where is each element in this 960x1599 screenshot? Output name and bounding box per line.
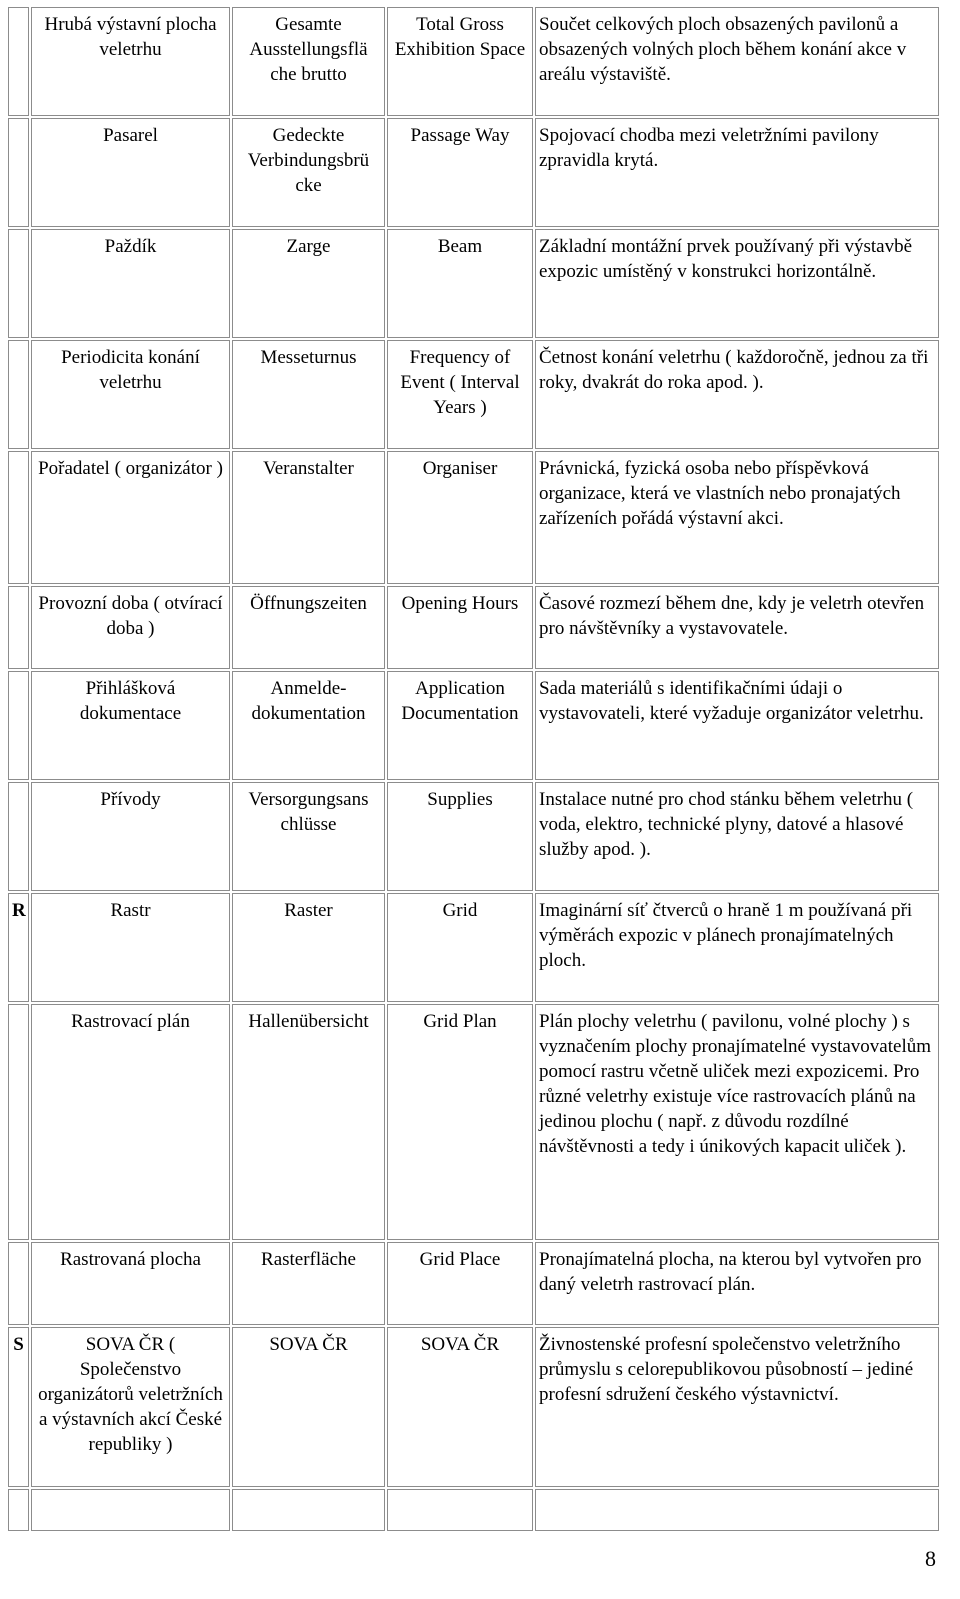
term-czech: Přívody bbox=[31, 782, 230, 891]
row-letter: S bbox=[8, 1327, 29, 1487]
term-german: Gesamte Ausstellungsflä che brutto bbox=[232, 7, 385, 116]
row-letter bbox=[8, 451, 29, 584]
term-definition: Četnost konání veletrhu ( každoročně, jednou za tři roky, dvakrát do roka apod. ). bbox=[535, 340, 939, 449]
term-english: Grid Plan bbox=[387, 1004, 533, 1240]
table-row bbox=[8, 1004, 939, 1240]
term-english: Opening Hours bbox=[387, 586, 533, 669]
term-definition: Instalace nutné pro chod stánku během veletrhu ( voda, elektro, technické plyny, datové a hlasové služby apod. ). bbox=[535, 782, 939, 891]
term-english: Passage Way bbox=[387, 118, 533, 227]
term-english: Total Gross Exhibition Space bbox=[387, 7, 533, 116]
table-row bbox=[8, 1242, 939, 1325]
term-german: Öffnungszeiten bbox=[232, 586, 385, 669]
glossary-table bbox=[6, 5, 941, 1533]
table-row bbox=[8, 893, 939, 1002]
row-letter bbox=[8, 671, 29, 780]
term-czech: Pořadatel ( organizátor ) bbox=[31, 451, 230, 584]
term-definition bbox=[535, 1489, 939, 1531]
term-german: Raster bbox=[232, 893, 385, 1002]
term-german: Anmelde-dokumentation bbox=[232, 671, 385, 780]
row-letter bbox=[8, 340, 29, 449]
term-german: Veranstalter bbox=[232, 451, 385, 584]
term-definition: Pronajímatelná plocha, na kterou byl vytvořen pro daný veletrh rastrovací plán. bbox=[535, 1242, 939, 1325]
table-row bbox=[8, 451, 939, 584]
term-english: Application Documentation bbox=[387, 671, 533, 780]
term-german: Zarge bbox=[232, 229, 385, 338]
row-letter bbox=[8, 118, 29, 227]
term-definition: Součet celkových ploch obsazených pavilonů a obsazených volných ploch během konání akce v areálu výstaviště. bbox=[535, 7, 939, 116]
row-letter bbox=[8, 782, 29, 891]
term-czech: SOVA ČR ( Společenstvo organizátorů veletržních a výstavních akcí České republiky ) bbox=[31, 1327, 230, 1487]
term-english: Grid Place bbox=[387, 1242, 533, 1325]
term-german: SOVA ČR bbox=[232, 1327, 385, 1487]
term-czech: Periodicita konání veletrhu bbox=[31, 340, 230, 449]
term-german: Rasterfläche bbox=[232, 1242, 385, 1325]
term-czech: Rastrovaná plocha bbox=[31, 1242, 230, 1325]
glossary-body bbox=[8, 7, 939, 1531]
row-letter: R bbox=[8, 893, 29, 1002]
term-definition: Spojovací chodba mezi veletržními pavilony zpravidla krytá. bbox=[535, 118, 939, 227]
row-letter bbox=[8, 7, 29, 116]
term-czech: Rastr bbox=[31, 893, 230, 1002]
term-definition: Základní montážní prvek používaný při výstavbě expozic umístěný v konstrukci horizontálně. bbox=[535, 229, 939, 338]
row-letter bbox=[8, 1489, 29, 1531]
term-czech: Rastrovací plán bbox=[31, 1004, 230, 1240]
row-letter bbox=[8, 229, 29, 338]
term-english: Beam bbox=[387, 229, 533, 338]
term-german: Hallenübersicht bbox=[232, 1004, 385, 1240]
term-english: Frequency of Event ( Interval Years ) bbox=[387, 340, 533, 449]
table-row bbox=[8, 671, 939, 780]
term-german: Messeturnus bbox=[232, 340, 385, 449]
table-row bbox=[8, 7, 939, 116]
row-letter bbox=[8, 1004, 29, 1240]
term-czech: Paždík bbox=[31, 229, 230, 338]
term-czech bbox=[31, 1489, 230, 1531]
term-definition: Živnostenské profesní společenstvo veletržního průmyslu s celorepublikovou působností – jediné profesní sdružení českého výstavnictví. bbox=[535, 1327, 939, 1487]
term-english bbox=[387, 1489, 533, 1531]
table-row bbox=[8, 1327, 939, 1487]
table-row bbox=[8, 782, 939, 891]
term-english: Grid bbox=[387, 893, 533, 1002]
term-czech: Přihlášková dokumentace bbox=[31, 671, 230, 780]
table-row bbox=[8, 118, 939, 227]
row-letter bbox=[8, 1242, 29, 1325]
term-definition: Imaginární síť čtverců o hraně 1 m používaná při výměrách expozic v plánech pronajímatelných ploch. bbox=[535, 893, 939, 1002]
term-english: Supplies bbox=[387, 782, 533, 891]
table-row bbox=[8, 586, 939, 669]
term-czech: Provozní doba ( otvírací doba ) bbox=[31, 586, 230, 669]
term-definition: Časové rozmezí během dne, kdy je veletrh otevřen pro návštěvníky a vystavovatele. bbox=[535, 586, 939, 669]
table-row bbox=[8, 229, 939, 338]
term-english: SOVA ČR bbox=[387, 1327, 533, 1487]
term-definition: Právnická, fyzická osoba nebo příspěvková organizace, která ve vlastních nebo pronajatých zařízeních pořádá výstavní akci. bbox=[535, 451, 939, 584]
term-czech: Hrubá výstavní plocha veletrhu bbox=[31, 7, 230, 116]
term-german: Gedeckte Verbindungsbrü cke bbox=[232, 118, 385, 227]
term-definition: Plán plochy veletrhu ( pavilonu, volné plochy ) s vyznačením plochy pronajímatelné vystavovatelům pomocí rastru včetně uliček mezi expozicemi. Pro různé veletrhy existuje více rastrovacích plánů na jedinou plochu ( např. z důvodu rozdílné návštěvnosti a tedy i únikových kapacit uliček ). bbox=[535, 1004, 939, 1240]
term-english: Organiser bbox=[387, 451, 533, 584]
row-letter bbox=[8, 586, 29, 669]
term-german bbox=[232, 1489, 385, 1531]
table-row bbox=[8, 340, 939, 449]
term-german: Versorgungsans chlüsse bbox=[232, 782, 385, 891]
page-number: 8 bbox=[925, 1546, 936, 1571]
term-czech: Pasarel bbox=[31, 118, 230, 227]
table-row bbox=[8, 1489, 939, 1531]
term-definition: Sada materiálů s identifikačními údaji o vystavovateli, které vyžaduje organizátor veletrhu. bbox=[535, 671, 939, 780]
